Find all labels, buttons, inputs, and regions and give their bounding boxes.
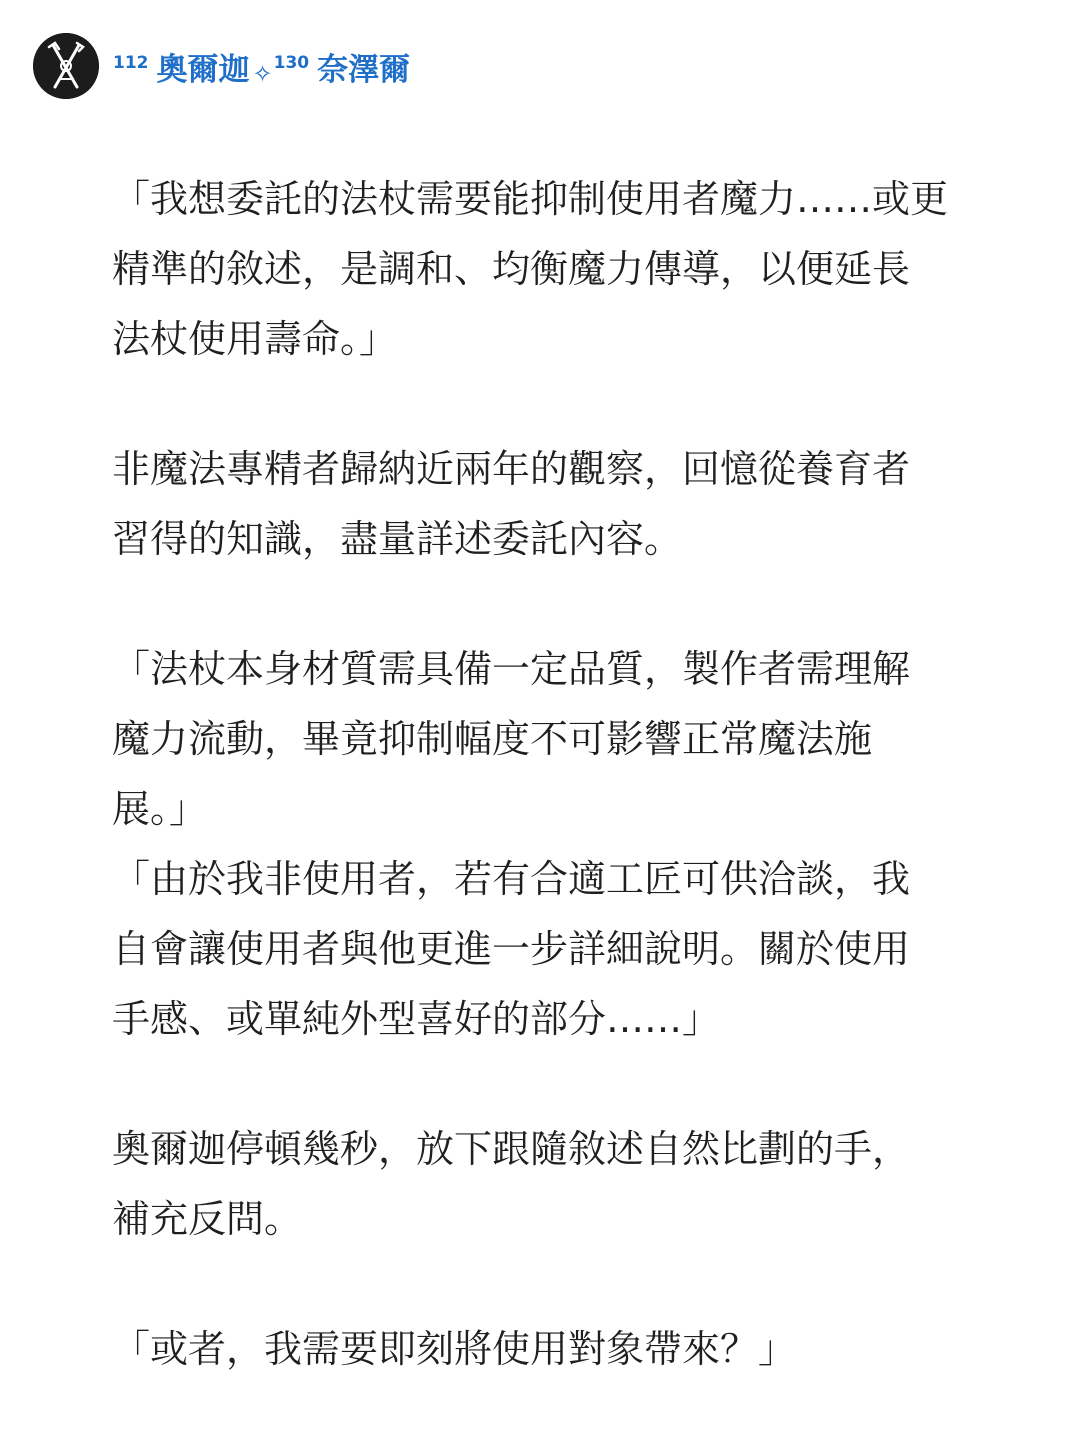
sparkle-icon: ✧ — [252, 59, 273, 88]
paragraph-6 — [112, 1314, 1042, 1384]
text-line: 自會讓使用者與他更進一步詳細說明。關於使用 — [112, 927, 911, 971]
author-name-1[interactable]: 奧爾迦 — [156, 51, 250, 88]
text-line: 補充反問。 — [112, 1197, 303, 1241]
text-line: 魔力流動，畢竟抑制幅度不可影響正常魔法施 — [112, 717, 873, 761]
text-line: 「我想委託的法杖需要能抑制使用者魔力……或更 — [112, 177, 949, 221]
text-line: 展。」 — [112, 787, 208, 831]
paragraph-2 — [112, 434, 1042, 574]
text-line: 精準的敘述，是調和、均衡魔力傳導，以便延長 — [112, 247, 911, 291]
text-line: 習得的知識，盡量詳述委託內容。 — [112, 517, 683, 561]
text-line: 奧爾迦停頓幾秒，放下跟隨敘述自然比劃的手， — [112, 1127, 911, 1171]
author-line[interactable] — [113, 44, 410, 89]
text-line: 手感、或單純外型喜好的部分……」 — [112, 997, 721, 1041]
author-number-1: 112 — [113, 52, 149, 73]
post-body — [112, 164, 1042, 1384]
text-line: 法杖使用壽命。」 — [112, 317, 398, 361]
text-line: 「法杖本身材質需具備一定品質，製作者需理解 — [112, 647, 911, 691]
paragraph-gap — [112, 574, 1042, 634]
paragraph-gap — [112, 1054, 1042, 1114]
text-line: 「由於我非使用者，若有合適工匠可供洽談，我 — [112, 857, 911, 901]
paragraph-3 — [112, 634, 1042, 844]
author-number-2: 130 — [273, 52, 310, 73]
paragraph-1 — [112, 164, 1042, 374]
avatar[interactable] — [33, 33, 99, 99]
post-header — [33, 33, 410, 99]
text-line: 非魔法專精者歸納近兩年的觀察，回憶從養育者 — [112, 447, 911, 491]
staff-emblem-icon — [33, 33, 99, 99]
paragraph-5 — [112, 1114, 1042, 1254]
paragraph-gap — [112, 374, 1042, 434]
paragraph-4 — [112, 844, 1042, 1054]
paragraph-gap — [112, 1254, 1042, 1314]
text-line: 「或者，我需要即刻將使用對象帶來？」 — [112, 1327, 797, 1371]
author-name-2[interactable]: 奈澤爾 — [317, 51, 411, 88]
